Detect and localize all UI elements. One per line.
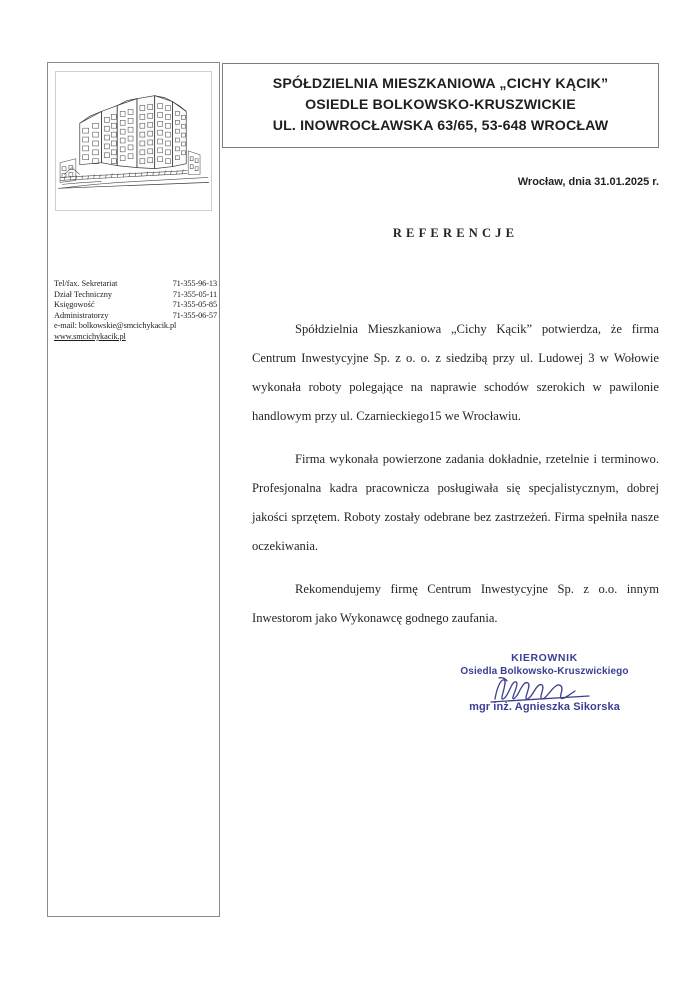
header-line-estate-name: OSIEDLE BOLKOWSKO-KRUSZWICKIE: [305, 97, 576, 113]
handwritten-signature-icon: [430, 677, 659, 703]
page-title: REFERENCJE: [392, 226, 519, 240]
contact-website-link[interactable]: www.smcichykacik.pl: [54, 331, 126, 341]
contact-phone: 71-355-06-57: [172, 310, 217, 320]
header-line-cooperative-name: SPÓŁDZIELNIA MIESZKANIOWA „CICHY KĄCIK”: [272, 76, 609, 92]
stamp-subtitle: Osiedla Bolkowsko-Kruszwickiego: [460, 666, 629, 677]
letterhead-header: [222, 63, 659, 148]
paragraph: Spółdzielnia Mieszkaniowa „Cichy Kącik” potwierdza, że firma Centrum Inwestycyjne Sp. z o. o. z siedzibą przy ul. Ludowej 3 w Wołowie wykonała roboty polegające na naprawie schodów szerokich w pawilonie handlowym przy ul. Czarnieckiego15 we Wrocławiu.: [252, 322, 659, 423]
contact-label: Tel/fax. Sekretariat: [54, 279, 118, 288]
contact-email: e-mail: bolkowskie@smcichykacik.pl: [54, 321, 177, 331]
stamp-signer-name: mgr inż. Agnieszka Sikorska: [469, 701, 620, 713]
letter-paragraphs: [252, 315, 659, 633]
contact-phone: 71-355-05-85: [172, 300, 217, 310]
letterhead-sidebar: [47, 62, 220, 917]
paragraph: Firma wykonała powierzone zadania dokładnie, rzetelnie i terminowo. Profesjonalna kadra pracownicza posługiwała się specjalistycznym, dobrej jakości sprzętem. Roboty zostały odebrane bez zastrzeżeń. Firma spełniła nasze oczekiwania.: [252, 452, 659, 553]
letter-body: [252, 170, 659, 633]
contact-phone: 71-355-05-11: [172, 289, 217, 299]
header-line-address: UL. INOWROCŁAWSKA 63/65, 53-648 WROCŁAW: [272, 118, 609, 134]
date-line: Wrocław, dnia 31.01.2025 r.: [517, 176, 659, 188]
contact-row: [54, 290, 217, 301]
building-illustration: [55, 71, 212, 211]
contact-phone: 71-355-96-13: [172, 279, 217, 288]
contact-info: [54, 279, 217, 343]
paragraph: Rekomendujemy firmę Centrum Inwestycyjne Sp. z o.o. innym Inwestorom jako Wykonawcę godnego zaufania.: [252, 582, 659, 625]
contact-label: Księgowość: [54, 300, 95, 310]
contact-label: Dział Techniczny: [54, 289, 113, 299]
stamp-title: KIEROWNIK: [511, 652, 578, 664]
contact-row: [54, 279, 217, 290]
contact-row: [54, 311, 217, 322]
contact-label: Administratorzy: [54, 310, 109, 320]
contact-row: [54, 300, 217, 311]
signature-stamp: [430, 652, 659, 713]
